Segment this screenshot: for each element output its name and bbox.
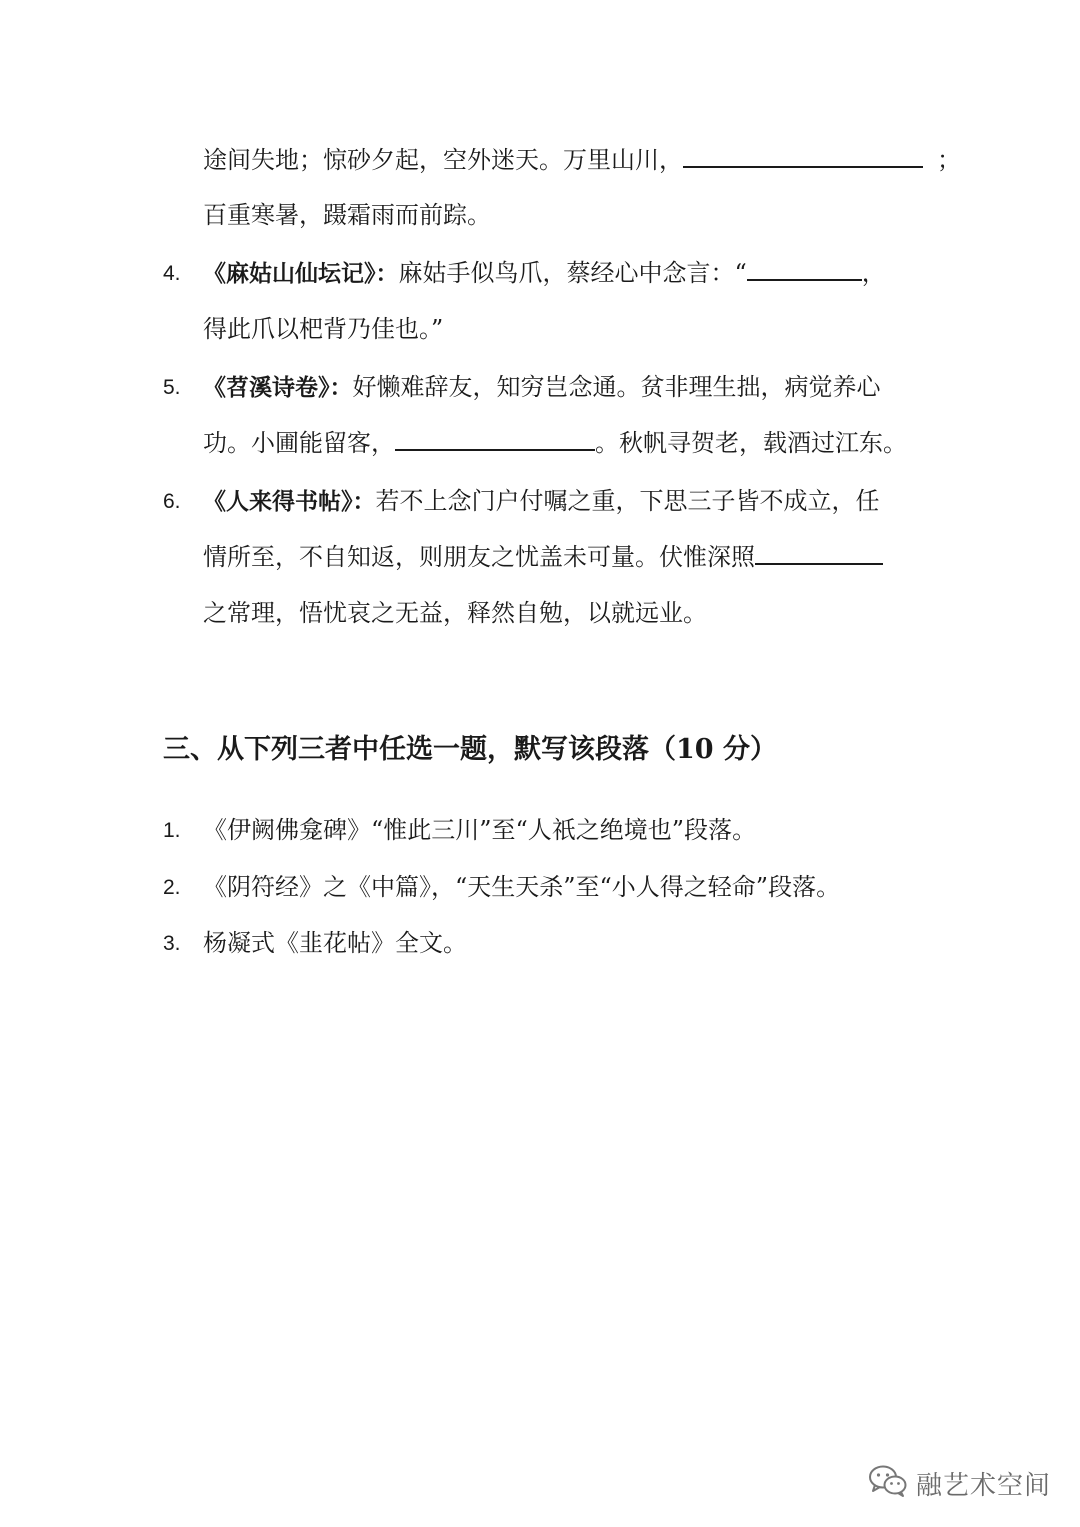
item5-text-a: 功。小圃能留客， bbox=[203, 429, 395, 457]
item6-title: 《人来得书帖》： bbox=[203, 489, 376, 515]
item3-line2: 百重寒暑，蹑霜雨而前踪。 bbox=[203, 201, 491, 229]
section3-heading: 三、从下列三者中任选一题，默写该段落（10 分） bbox=[163, 734, 777, 765]
item5-text-b: 。秋帆寻贺老，载酒过江东。 bbox=[595, 429, 907, 457]
fill-blank bbox=[747, 257, 862, 281]
watermark bbox=[868, 1465, 1051, 1501]
section3-item1: 《伊阙佛龛碑》“惟此三川”至“人祇之绝境也”段落。 bbox=[203, 816, 757, 844]
item5-text: 好懒难辞友，知穷岂念通。贫非理生拙，病觉养心 bbox=[352, 373, 881, 401]
section3-item3-number: 3. bbox=[163, 932, 181, 955]
fill-blank bbox=[683, 144, 923, 168]
item6-number: 6. bbox=[163, 490, 181, 513]
item3-line1 bbox=[203, 143, 961, 177]
fill-blank bbox=[395, 427, 595, 451]
section3-item2: 《阴符经》之《中篇》，“天生天杀”至“小人得之轻命”段落。 bbox=[203, 873, 841, 901]
item4-number: 4. bbox=[163, 262, 181, 285]
item3-text-b: ； bbox=[937, 146, 961, 174]
watermark-text: 融艺术空间 bbox=[916, 1470, 1052, 1501]
item6-line3: 之常理，悟忧哀之无益，释然自勉，以就远业。 bbox=[203, 599, 707, 627]
item6-text-2: 情所至，不自知返，则朋友之忧盖未可量。伏惟深照 bbox=[203, 543, 755, 571]
item4-text-b: ， bbox=[861, 259, 886, 287]
item4-text-a: 麻姑手似鸟爪，蔡经心中念言：“ bbox=[398, 259, 747, 287]
item4-line1 bbox=[203, 256, 886, 291]
item6-line1 bbox=[203, 484, 880, 519]
item6-text: 若不上念门户付嘱之重，下思三子皆不成立，任 bbox=[375, 487, 880, 515]
section3-item1-number: 1. bbox=[163, 819, 181, 842]
section3-item3: 杨凝式《韭花帖》全文。 bbox=[203, 929, 467, 957]
item5-line2 bbox=[203, 426, 907, 460]
item6-line2 bbox=[203, 540, 883, 574]
item4-title: 《麻姑山仙坛记》： bbox=[203, 261, 399, 287]
fill-blank bbox=[755, 541, 883, 565]
section3-item2-number: 2. bbox=[163, 876, 181, 899]
item5-line1 bbox=[203, 370, 881, 405]
wechat-icon bbox=[868, 1464, 908, 1502]
item4-line2: 得此爪以杷背乃佳也。” bbox=[203, 315, 444, 343]
item3-text-a: 途间失地；惊砂夕起，空外迷天。万里山川， bbox=[203, 146, 683, 174]
item5-number: 5. bbox=[163, 376, 181, 399]
item5-title: 《苕溪诗卷》： bbox=[203, 375, 353, 401]
